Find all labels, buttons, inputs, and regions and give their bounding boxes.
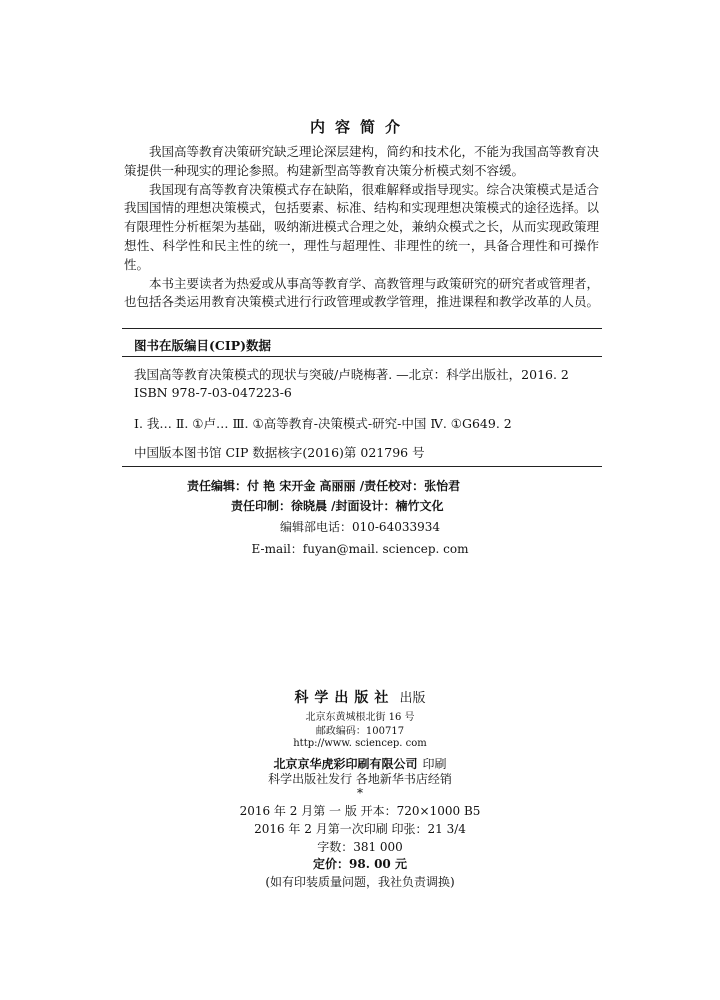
intro-body [124,143,599,312]
quality-notice: (如有印装质量问题，我社负责调换) [265,875,455,889]
cip-bottom-rule [122,466,602,467]
publisher-name: 科学出版社 [294,690,395,706]
cip-classification: Ⅰ. 我… Ⅱ. ①卢… Ⅲ. ①高等教育-决策模式-研究-中国 Ⅳ. ①G649. 2 [134,416,512,431]
distribution-line: 科学出版社发行 各地新华书店经销 [268,772,452,786]
editorial-email: E-mail：fuyan@mail. sciencep. com [251,542,469,556]
printer-name: 北京京华虎彩印刷有限公司 [273,757,418,771]
separator-star: * [357,786,363,800]
intro-paragraph-2: 我国现有高等教育决策模式存在缺陷，很难解释或指导现实。综合决策模式是适合我国国情的理想决策模式，包括要素、标准、结构和实现理想决策模式的途径选择。以有限理性分析框架为基础，吸纳渐进模式合理之处，兼纳众模式之长，从而实现政策理想性、科学性和民主性的统一，理性与超理性、非理性的统一，具备合理性和可操作性。 [124,181,600,272]
production-line: 责任印制：徐晓晨 /封面设计：楠竹文化 [231,499,444,513]
edition-line: 2016 年 2 月第 一 版 开本：720×1000 B5 [239,804,481,818]
cip-verification: 中国版本图书馆 CIP 数据核字(2016)第 021796 号 [134,445,425,460]
intro-title: 内容简介 [309,118,410,136]
publisher-postcode: 邮政编码：100717 [315,726,405,737]
publisher-line [0,687,720,707]
intro-paragraph-3: 本书主要读者为热爱或从事高等教育学、高教管理与政策研究的研究者或管理者，也包括各类运用教育决策模式进行行政管理或教学管理，推进课程和教学改革的人员。 [124,275,600,310]
editors-line: 责任编辑：付 艳 宋开金 高丽丽 /责任校对：张怡君 [187,479,461,493]
printer-suffix: 印刷 [422,757,447,771]
cip-record: 我国高等教育决策模式的现状与突破/卢晓梅著. —北京：科学出版社，2016. 2 [134,367,569,382]
cip-heading: 图书在版编目(CIP)数据 [134,338,272,353]
cip-heading-rule [122,356,602,357]
editorial-phone: 编辑部电话：010-64033934 [279,520,441,534]
cip-top-rule [122,328,602,329]
publisher-address: 北京东黄城根北街 16 号 [305,712,415,723]
intro-paragraph-1: 我国高等教育决策研究缺乏理论深层建构，简约和技术化，不能为我国高等教育决策提供一种现实的理论参照。构建新型高等教育决策分析模式刻不容缓。 [124,144,600,178]
word-count: 字数：381 000 [317,840,403,854]
price: 定价：98. 00 元 [313,857,407,871]
publisher-suffix: 出版 [399,691,426,706]
cip-isbn: ISBN 978-7-03-047223-6 [134,385,292,400]
printing-line: 2016 年 2 月第一次印刷 印张：21 3/4 [254,822,466,836]
publisher-website: http://www. sciencep. com [293,738,427,749]
